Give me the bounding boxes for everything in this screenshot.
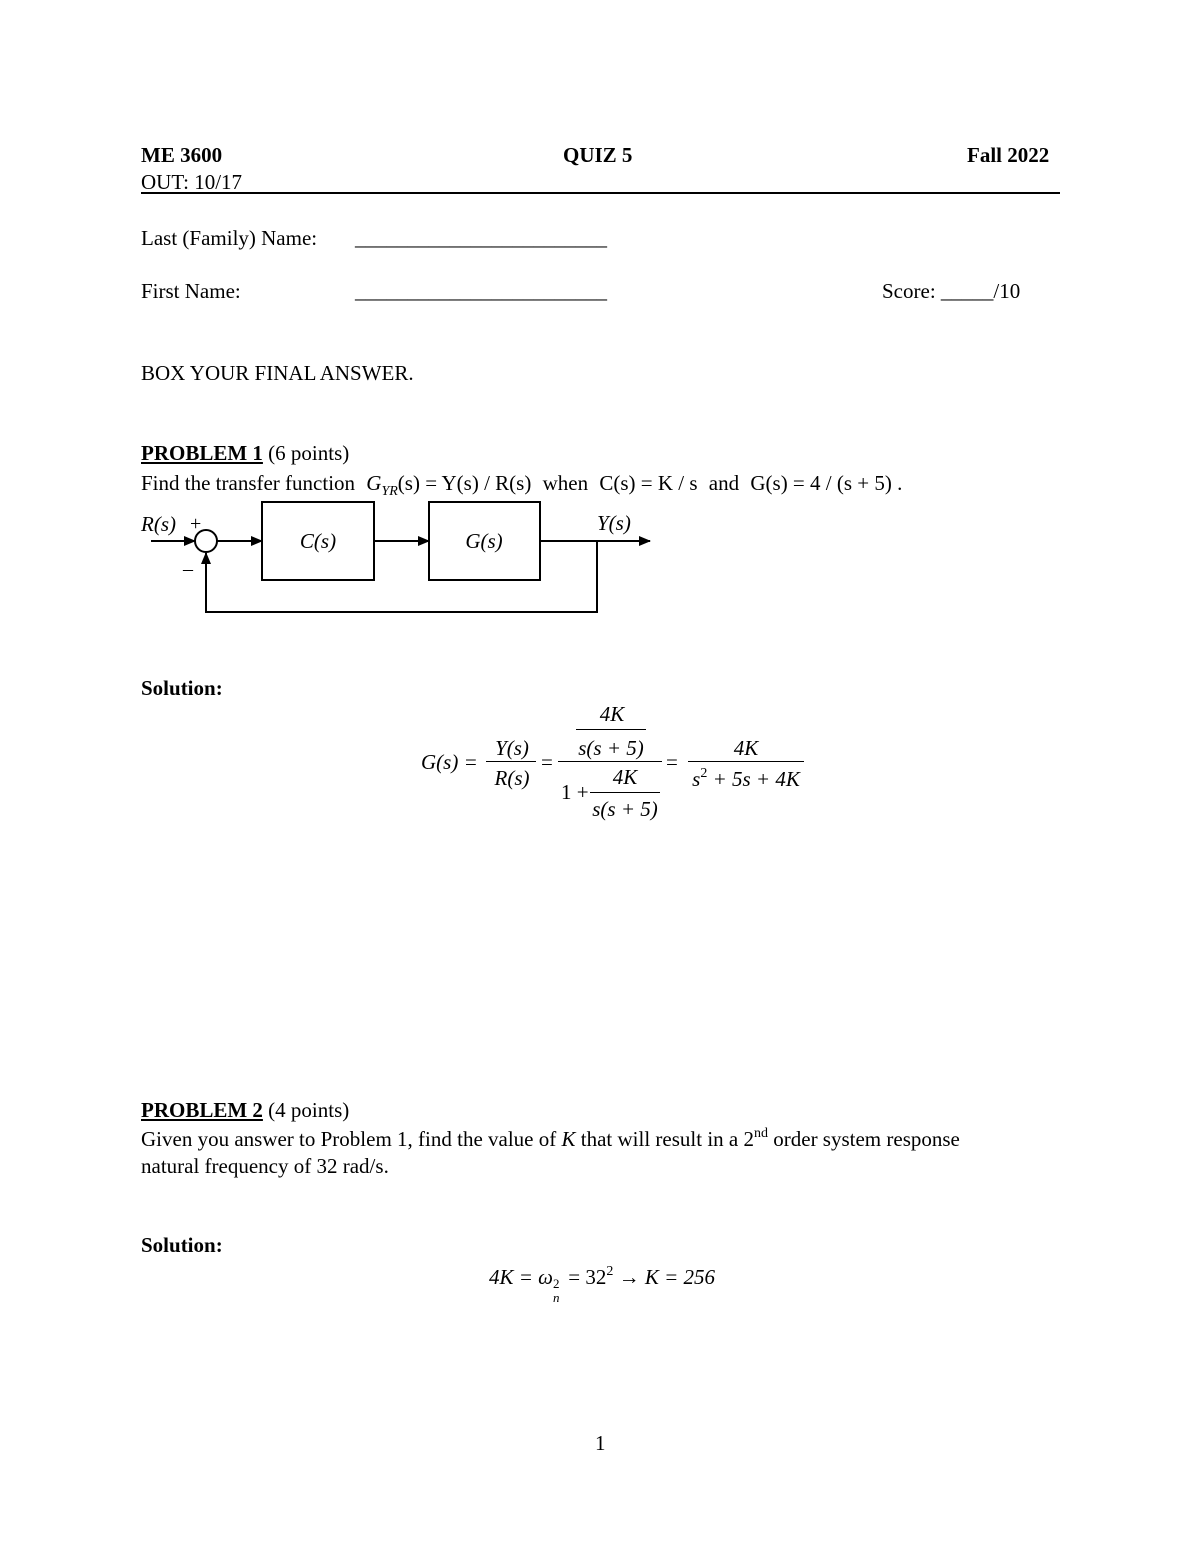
transfer-g: G xyxy=(366,471,382,495)
problem1-title: PROBLEM 1 xyxy=(141,441,263,465)
problem2-heading xyxy=(141,1098,349,1123)
p2-sol-sup: 2 xyxy=(553,1276,560,1291)
transfer-rest: (s) = Y(s) / R(s) xyxy=(397,471,532,495)
and-word: and xyxy=(708,471,740,495)
last-name-blank[interactable]: ________________________ xyxy=(355,226,607,250)
transfer-sub: YR xyxy=(381,484,398,499)
score-label: Score: xyxy=(882,279,936,303)
problem1-points: (6 points) xyxy=(262,441,350,465)
eq-num1: Y(s) xyxy=(495,736,529,760)
course-code: ME 3600 xyxy=(141,143,223,167)
out-date: OUT: 10/17 xyxy=(141,170,243,194)
eq-final-den-exp: 2 xyxy=(700,766,708,781)
p2-sol-sup2: 2 xyxy=(606,1264,614,1279)
quiz-title: QUIZ 5 xyxy=(563,143,633,167)
eq-final-den xyxy=(688,766,804,792)
p2-sol-b: = 32 xyxy=(568,1265,607,1289)
last-name-label: Last (Family) Name: xyxy=(141,226,318,250)
problem2-solution-label: Solution: xyxy=(141,1233,223,1257)
minus-sign: – xyxy=(183,558,193,580)
problem1-solution-label: Solution: xyxy=(141,676,223,700)
eq-inner-den: s(s + 5) xyxy=(578,736,644,760)
eq-equals2: = xyxy=(666,750,678,774)
p2-text-c: order system response xyxy=(773,1127,960,1151)
eq-lhs: G(s) = xyxy=(421,750,478,774)
problem2-line1 xyxy=(141,1126,960,1152)
problem2-title: PROBLEM 2 xyxy=(141,1098,263,1122)
eq-equals1: = xyxy=(541,750,553,774)
p2-sol-a: 4K = ω xyxy=(489,1265,554,1289)
eq-final-den-s: s xyxy=(692,767,701,791)
eq-one-plus: 1 + xyxy=(561,780,589,804)
controller-label: C(s) xyxy=(299,529,337,553)
page-number: 1 xyxy=(595,1431,606,1455)
p2-sup: nd xyxy=(754,1126,768,1141)
term: Fall 2022 xyxy=(967,143,1050,167)
instructions: BOX YOUR FINAL ANSWER. xyxy=(141,361,414,385)
problem2-points: (4 points) xyxy=(262,1098,350,1122)
eq-fraction-bar1 xyxy=(486,761,536,762)
p2-sol-sub: n xyxy=(553,1290,560,1305)
problem2-solution-equation xyxy=(489,1264,716,1305)
g-definition: G(s) = 4 / (s + 5) . xyxy=(750,471,903,495)
prompt-text: Find the transfer function xyxy=(141,471,356,495)
input-label: R(s) xyxy=(141,512,176,536)
plant-label: G(s) xyxy=(465,529,503,553)
output-label: Y(s) xyxy=(597,511,631,535)
p2-text-b: that will result in a 2 xyxy=(580,1127,754,1151)
eq-inner-bar2 xyxy=(590,792,660,793)
eq-den1: R(s) xyxy=(494,766,530,790)
eq-inner-den2: s(s + 5) xyxy=(592,797,658,821)
score-blank[interactable]: _____ xyxy=(940,279,994,303)
eq-final-den-rest: + 5s + 4K xyxy=(712,767,800,791)
first-name-blank[interactable]: ________________________ xyxy=(355,279,607,303)
when-word: when xyxy=(542,471,589,495)
problem2-line2: natural frequency of 32 rad/s. xyxy=(141,1154,389,1178)
p2-sol-c: → K = 256 xyxy=(618,1265,716,1289)
score-total: /10 xyxy=(993,279,1021,303)
eq-inner-bar xyxy=(576,729,646,730)
eq-final-num: 4K xyxy=(733,736,759,760)
c-definition: C(s) = K / s xyxy=(599,471,698,495)
plus-sign: + xyxy=(190,513,202,535)
eq-inner-num: 4K xyxy=(599,702,625,726)
p2-k: K xyxy=(561,1127,576,1151)
first-name-label: First Name: xyxy=(141,279,241,303)
eq-inner-num2: 4K xyxy=(612,765,638,789)
p2-text-a: Given you answer to Problem 1, find the value of xyxy=(141,1127,557,1151)
block-diagram xyxy=(0,0,1200,640)
eq-main-bar xyxy=(558,761,662,762)
eq-final-bar xyxy=(688,761,804,762)
